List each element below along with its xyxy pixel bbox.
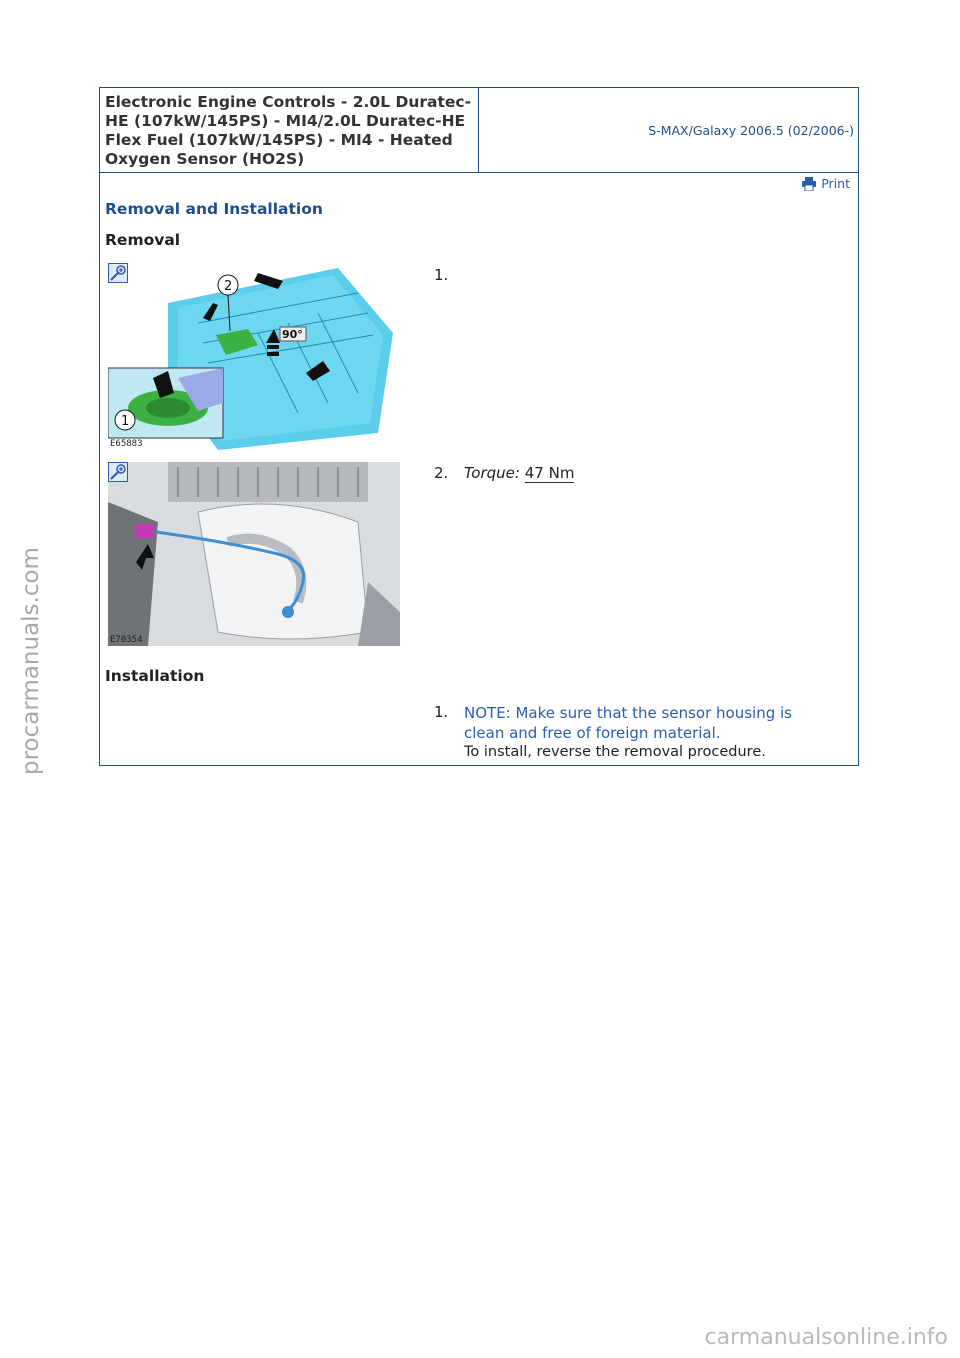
installation-heading: Installation bbox=[105, 667, 205, 685]
document-header bbox=[100, 88, 858, 173]
step-number: 2. bbox=[434, 464, 449, 482]
step-number: 1. bbox=[434, 266, 449, 284]
removal-step-2 bbox=[434, 464, 834, 482]
print-button[interactable] bbox=[801, 176, 850, 191]
torque-label: Torque: bbox=[464, 464, 520, 482]
side-watermark: procarmanuals.com bbox=[18, 547, 44, 775]
callout-1: 1 bbox=[121, 414, 130, 429]
removal-step-1 bbox=[434, 266, 834, 284]
step-number: 1. bbox=[434, 703, 449, 721]
figure-label: E70354 bbox=[110, 635, 143, 645]
figure-sensor-connector bbox=[108, 462, 400, 646]
note-text: NOTE: Make sure that the sensor housing is clean and free of foreign material. bbox=[464, 704, 792, 742]
callout-2: 2 bbox=[224, 279, 233, 294]
engine-illustration bbox=[108, 263, 400, 450]
print-label: Print bbox=[821, 176, 850, 191]
footer-watermark: carmanualsonline.info bbox=[704, 1325, 948, 1350]
printer-icon bbox=[801, 177, 817, 191]
zoom-icon[interactable] bbox=[108, 263, 128, 283]
section-title: Removal and Installation bbox=[105, 200, 323, 218]
figure-engine-top bbox=[108, 263, 400, 450]
removal-heading: Removal bbox=[105, 231, 181, 249]
exhaust-illustration bbox=[108, 462, 400, 646]
zoom-icon[interactable] bbox=[108, 462, 128, 482]
angle-label: 90° bbox=[282, 328, 303, 341]
vehicle-model: S-MAX/Galaxy 2006.5 (02/2006-) bbox=[648, 122, 854, 138]
figure-label: E65883 bbox=[110, 439, 143, 449]
document-title: Electronic Engine Controls - 2.0L Duratec-HE (107kW/145PS) - MI4/2.0L Duratec-HE Flex Fuel (107kW/145PS) - MI4 - Heated Oxygen Sensor (HO2S) bbox=[100, 88, 479, 172]
installation-step-1 bbox=[434, 703, 834, 762]
document-frame bbox=[99, 87, 859, 766]
instruction-text: To install, reverse the removal procedure. bbox=[464, 744, 766, 760]
torque-value-link[interactable]: 47 Nm bbox=[524, 464, 575, 482]
